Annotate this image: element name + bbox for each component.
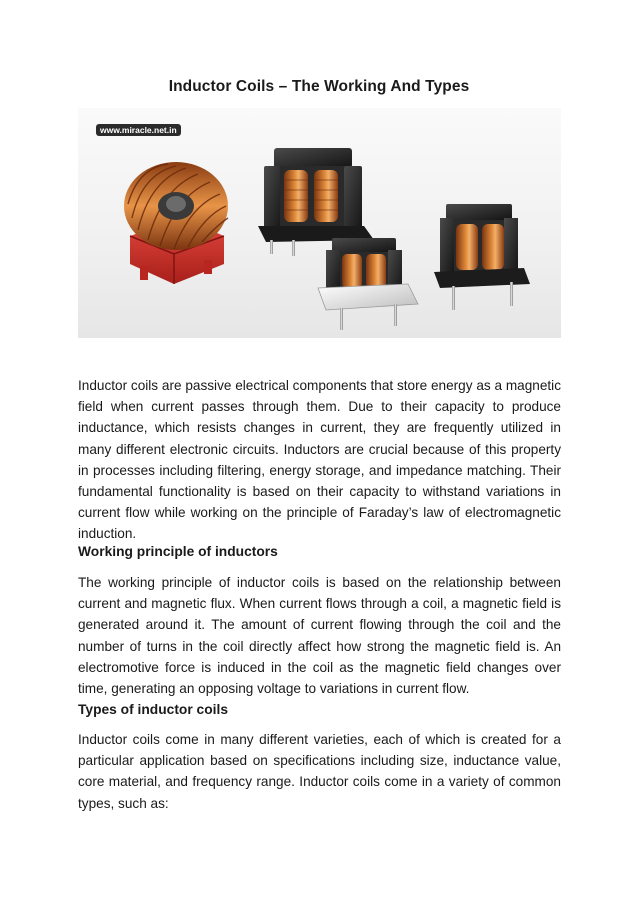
intro-paragraph: Inductor coils are passive electrical components that store energy as a magnetic field when current passes through them. Due to their capacity to produce inductance, which resists changes in current, they are frequently utilized in many different electronic circuits. Inductors are crucial because of this property in processes including filtering, energy storage, and impedance matching. Their fundamental functionality is based on their capacity to withstand variations in current flow while working on the principle of Faraday’s law of electromagnetic induction. [78,378,561,542]
common-mode-choke-white [318,238,418,330]
page-title: Inductor Coils – The Working And Types [168,78,470,95]
working-principle-paragraph: The working principle of inductor coils is based on the relationship between current and magnetic flux. When current flows through a coil, a magnetic field is generated around it. The amount of current flowing through the coil and the number of turns in the coil directly affect how strong the magnetic field is. An electromotive force is induced in the coil as the magnetic field changes over time, generating an opposing voltage to variations in current flow. [78,575,561,697]
toroidal-inductor [124,162,228,284]
types-paragraph: Inductor coils come in many different varieties, each of which is created for a particular application based on specifications including size, inductance value, core material, and frequency range. Inductor coils come in a variety of common types, such as: [78,732,561,811]
watermark-label: www.miracle.net.in [96,124,181,136]
common-mode-choke-right [434,204,530,310]
inductor-coils-illustration [78,108,561,338]
inductor-coils-figure [78,108,561,338]
types-heading: Types of inductor coils [78,702,228,717]
working-principle-heading: Working principle of inductors [78,544,278,559]
